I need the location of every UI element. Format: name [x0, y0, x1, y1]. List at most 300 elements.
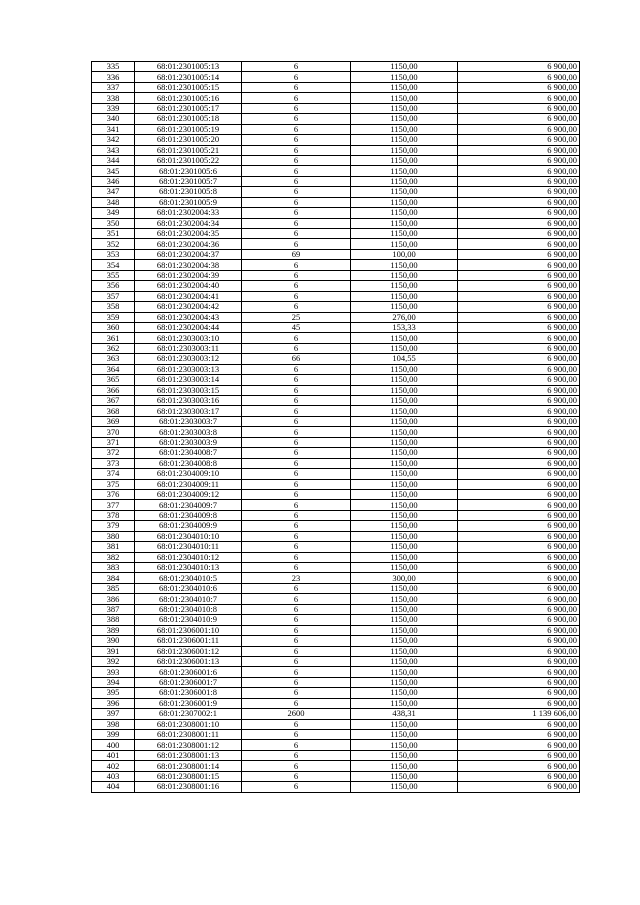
unit-value-cell: 276,00 [351, 312, 458, 322]
total-value-cell: 6 900,00 [458, 396, 580, 406]
cadastral-number-cell: 68:01:2303003:9 [135, 437, 242, 447]
total-value-cell: 6 900,00 [458, 479, 580, 489]
unit-value-cell: 1150,00 [351, 531, 458, 541]
quantity-cell: 6 [242, 531, 351, 541]
cadastral-number-cell: 68:01:2308001:12 [135, 740, 242, 750]
total-value-cell: 6 900,00 [458, 667, 580, 677]
land-parcel-table [91, 61, 580, 793]
cadastral-number-cell: 68:01:2301005:17 [135, 103, 242, 113]
table-row [92, 646, 580, 656]
table-row [92, 730, 580, 740]
quantity-cell: 25 [242, 312, 351, 322]
table-row [92, 458, 580, 468]
table-row [92, 437, 580, 447]
total-value-cell: 6 900,00 [458, 406, 580, 416]
unit-value-cell: 1150,00 [351, 135, 458, 145]
unit-value-cell: 1150,00 [351, 82, 458, 92]
cadastral-number-cell: 68:01:2301005:19 [135, 124, 242, 134]
total-value-cell: 6 900,00 [458, 489, 580, 499]
table-row [92, 302, 580, 312]
cadastral-number-cell: 68:01:2301005:13 [135, 62, 242, 72]
quantity-cell: 6 [242, 166, 351, 176]
cadastral-number-cell: 68:01:2301005:16 [135, 93, 242, 103]
row-number-cell: 337 [92, 82, 135, 92]
total-value-cell: 6 900,00 [458, 521, 580, 531]
unit-value-cell: 1150,00 [351, 155, 458, 165]
table-row [92, 594, 580, 604]
cadastral-number-cell: 68:01:2304008:8 [135, 458, 242, 468]
quantity-cell: 6 [242, 385, 351, 395]
quantity-cell: 6 [242, 406, 351, 416]
row-number-cell: 359 [92, 312, 135, 322]
row-number-cell: 403 [92, 771, 135, 781]
row-number-cell: 398 [92, 719, 135, 729]
quantity-cell: 6 [242, 375, 351, 385]
table-row [92, 469, 580, 479]
row-number-cell: 385 [92, 583, 135, 593]
quantity-cell: 6 [242, 479, 351, 489]
unit-value-cell: 1150,00 [351, 448, 458, 458]
quantity-cell: 6 [242, 552, 351, 562]
unit-value-cell: 1150,00 [351, 176, 458, 186]
table-row [92, 364, 580, 374]
row-number-cell: 378 [92, 510, 135, 520]
table-row [92, 761, 580, 771]
quantity-cell: 6 [242, 636, 351, 646]
unit-value-cell: 1150,00 [351, 761, 458, 771]
row-number-cell: 404 [92, 782, 135, 792]
table-row [92, 583, 580, 593]
total-value-cell: 6 900,00 [458, 291, 580, 301]
table-row [92, 750, 580, 760]
cadastral-number-cell: 68:01:2304010:6 [135, 583, 242, 593]
total-value-cell: 6 900,00 [458, 302, 580, 312]
unit-value-cell: 1150,00 [351, 427, 458, 437]
total-value-cell: 6 900,00 [458, 166, 580, 176]
quantity-cell: 6 [242, 229, 351, 239]
cadastral-number-cell: 68:01:2304008:7 [135, 448, 242, 458]
row-number-cell: 365 [92, 375, 135, 385]
table-row [92, 281, 580, 291]
row-number-cell: 364 [92, 364, 135, 374]
total-value-cell: 6 900,00 [458, 364, 580, 374]
quantity-cell: 2600 [242, 709, 351, 719]
row-number-cell: 400 [92, 740, 135, 750]
cadastral-number-cell: 68:01:2306001:7 [135, 677, 242, 687]
row-number-cell: 371 [92, 437, 135, 447]
quantity-cell: 6 [242, 114, 351, 124]
table-row [92, 62, 580, 72]
quantity-cell: 6 [242, 667, 351, 677]
cadastral-number-cell: 68:01:2303003:14 [135, 375, 242, 385]
total-value-cell: 6 900,00 [458, 646, 580, 656]
table-row [92, 375, 580, 385]
total-value-cell: 6 900,00 [458, 312, 580, 322]
total-value-cell: 6 900,00 [458, 208, 580, 218]
unit-value-cell: 1150,00 [351, 114, 458, 124]
total-value-cell: 6 900,00 [458, 333, 580, 343]
quantity-cell: 6 [242, 208, 351, 218]
row-number-cell: 392 [92, 656, 135, 666]
row-number-cell: 384 [92, 573, 135, 583]
table-row [92, 229, 580, 239]
unit-value-cell: 1150,00 [351, 489, 458, 499]
total-value-cell: 6 900,00 [458, 239, 580, 249]
quantity-cell: 6 [242, 396, 351, 406]
cadastral-number-cell: 68:01:2303003:7 [135, 416, 242, 426]
quantity-cell: 6 [242, 510, 351, 520]
row-number-cell: 374 [92, 469, 135, 479]
cadastral-number-cell: 68:01:2303003:10 [135, 333, 242, 343]
row-number-cell: 376 [92, 489, 135, 499]
cadastral-number-cell: 68:01:2302004:33 [135, 208, 242, 218]
unit-value-cell: 1150,00 [351, 62, 458, 72]
total-value-cell: 6 900,00 [458, 62, 580, 72]
row-number-cell: 396 [92, 698, 135, 708]
row-number-cell: 351 [92, 229, 135, 239]
table-row [92, 604, 580, 614]
row-number-cell: 368 [92, 406, 135, 416]
unit-value-cell: 1150,00 [351, 740, 458, 750]
unit-value-cell: 1150,00 [351, 93, 458, 103]
cadastral-number-cell: 68:01:2302004:40 [135, 281, 242, 291]
cadastral-number-cell: 68:01:2302004:34 [135, 218, 242, 228]
quantity-cell: 6 [242, 218, 351, 228]
quantity-cell: 6 [242, 416, 351, 426]
unit-value-cell: 1150,00 [351, 500, 458, 510]
total-value-cell: 6 900,00 [458, 656, 580, 666]
total-value-cell: 1 139 606,00 [458, 709, 580, 719]
table-row [92, 709, 580, 719]
cadastral-number-cell: 68:01:2303003:11 [135, 343, 242, 353]
row-number-cell: 381 [92, 542, 135, 552]
table-row [92, 740, 580, 750]
unit-value-cell: 1150,00 [351, 771, 458, 781]
row-number-cell: 377 [92, 500, 135, 510]
total-value-cell: 6 900,00 [458, 594, 580, 604]
unit-value-cell: 438,31 [351, 709, 458, 719]
quantity-cell: 6 [242, 281, 351, 291]
unit-value-cell: 1150,00 [351, 730, 458, 740]
table-row [92, 197, 580, 207]
quantity-cell: 6 [242, 563, 351, 573]
table-row [92, 510, 580, 520]
unit-value-cell: 1150,00 [351, 145, 458, 155]
row-number-cell: 335 [92, 62, 135, 72]
cadastral-number-cell: 68:01:2302004:35 [135, 229, 242, 239]
cadastral-number-cell: 68:01:2301005:9 [135, 197, 242, 207]
unit-value-cell: 1150,00 [351, 437, 458, 447]
quantity-cell: 6 [242, 239, 351, 249]
row-number-cell: 397 [92, 709, 135, 719]
row-number-cell: 362 [92, 343, 135, 353]
unit-value-cell: 1150,00 [351, 719, 458, 729]
unit-value-cell: 300,00 [351, 573, 458, 583]
row-number-cell: 370 [92, 427, 135, 437]
unit-value-cell: 1150,00 [351, 302, 458, 312]
table-row [92, 416, 580, 426]
table-row [92, 145, 580, 155]
table-row [92, 103, 580, 113]
row-number-cell: 348 [92, 197, 135, 207]
cadastral-number-cell: 68:01:2302004:44 [135, 322, 242, 332]
row-number-cell: 394 [92, 677, 135, 687]
row-number-cell: 386 [92, 594, 135, 604]
unit-value-cell: 1150,00 [351, 218, 458, 228]
cadastral-number-cell: 68:01:2304009:10 [135, 469, 242, 479]
table-row [92, 698, 580, 708]
total-value-cell: 6 900,00 [458, 354, 580, 364]
cadastral-number-cell: 68:01:2306001:13 [135, 656, 242, 666]
cadastral-number-cell: 68:01:2304009:9 [135, 521, 242, 531]
table-row [92, 135, 580, 145]
table-row [92, 521, 580, 531]
total-value-cell: 6 900,00 [458, 719, 580, 729]
unit-value-cell: 1150,00 [351, 604, 458, 614]
total-value-cell: 6 900,00 [458, 625, 580, 635]
cadastral-number-cell: 68:01:2303003:17 [135, 406, 242, 416]
unit-value-cell: 1150,00 [351, 479, 458, 489]
quantity-cell: 6 [242, 542, 351, 552]
row-number-cell: 393 [92, 667, 135, 677]
cadastral-number-cell: 68:01:2306001:11 [135, 636, 242, 646]
cadastral-number-cell: 68:01:2302004:39 [135, 270, 242, 280]
cadastral-number-cell: 68:01:2303003:13 [135, 364, 242, 374]
row-number-cell: 353 [92, 249, 135, 259]
total-value-cell: 6 900,00 [458, 385, 580, 395]
table-row [92, 542, 580, 552]
table-row [92, 500, 580, 510]
total-value-cell: 6 900,00 [458, 698, 580, 708]
total-value-cell: 6 900,00 [458, 448, 580, 458]
cadastral-number-cell: 68:01:2302004:38 [135, 260, 242, 270]
unit-value-cell: 1150,00 [351, 615, 458, 625]
total-value-cell: 6 900,00 [458, 573, 580, 583]
total-value-cell: 6 900,00 [458, 270, 580, 280]
unit-value-cell: 1150,00 [351, 166, 458, 176]
total-value-cell: 6 900,00 [458, 124, 580, 134]
row-number-cell: 373 [92, 458, 135, 468]
row-number-cell: 390 [92, 636, 135, 646]
table-row [92, 625, 580, 635]
row-number-cell: 387 [92, 604, 135, 614]
quantity-cell: 6 [242, 719, 351, 729]
unit-value-cell: 1150,00 [351, 260, 458, 270]
unit-value-cell: 1150,00 [351, 698, 458, 708]
total-value-cell: 6 900,00 [458, 542, 580, 552]
table-row [92, 82, 580, 92]
unit-value-cell: 1150,00 [351, 469, 458, 479]
cadastral-number-cell: 68:01:2307002:1 [135, 709, 242, 719]
quantity-cell: 6 [242, 197, 351, 207]
cadastral-number-cell: 68:01:2304010:13 [135, 563, 242, 573]
quantity-cell: 6 [242, 187, 351, 197]
row-number-cell: 388 [92, 615, 135, 625]
table-row [92, 688, 580, 698]
table-row [92, 354, 580, 364]
quantity-cell: 6 [242, 260, 351, 270]
unit-value-cell: 1150,00 [351, 270, 458, 280]
quantity-cell: 6 [242, 740, 351, 750]
row-number-cell: 355 [92, 270, 135, 280]
cadastral-number-cell: 68:01:2301005:6 [135, 166, 242, 176]
unit-value-cell: 1150,00 [351, 343, 458, 353]
total-value-cell: 6 900,00 [458, 187, 580, 197]
cadastral-number-cell: 68:01:2304010:7 [135, 594, 242, 604]
row-number-cell: 399 [92, 730, 135, 740]
table-row [92, 406, 580, 416]
cadastral-number-cell: 68:01:2308001:14 [135, 761, 242, 771]
cadastral-number-cell: 68:01:2301005:22 [135, 155, 242, 165]
cadastral-number-cell: 68:01:2302004:36 [135, 239, 242, 249]
total-value-cell: 6 900,00 [458, 322, 580, 332]
row-number-cell: 402 [92, 761, 135, 771]
table-row [92, 771, 580, 781]
cadastral-number-cell: 68:01:2308001:15 [135, 771, 242, 781]
row-number-cell: 366 [92, 385, 135, 395]
total-value-cell: 6 900,00 [458, 437, 580, 447]
quantity-cell: 6 [242, 677, 351, 687]
row-number-cell: 357 [92, 291, 135, 301]
table-row [92, 72, 580, 82]
total-value-cell: 6 900,00 [458, 427, 580, 437]
row-number-cell: 369 [92, 416, 135, 426]
unit-value-cell: 1150,00 [351, 656, 458, 666]
quantity-cell: 6 [242, 270, 351, 280]
total-value-cell: 6 900,00 [458, 688, 580, 698]
quantity-cell: 6 [242, 364, 351, 374]
quantity-cell: 6 [242, 730, 351, 740]
total-value-cell: 6 900,00 [458, 458, 580, 468]
total-value-cell: 6 900,00 [458, 730, 580, 740]
unit-value-cell: 1150,00 [351, 208, 458, 218]
unit-value-cell: 1150,00 [351, 239, 458, 249]
table-row [92, 782, 580, 792]
total-value-cell: 6 900,00 [458, 771, 580, 781]
table-row [92, 656, 580, 666]
row-number-cell: 344 [92, 155, 135, 165]
table-row [92, 343, 580, 353]
cadastral-number-cell: 68:01:2308001:11 [135, 730, 242, 740]
quantity-cell: 6 [242, 489, 351, 499]
table-row [92, 260, 580, 270]
unit-value-cell: 1150,00 [351, 625, 458, 635]
total-value-cell: 6 900,00 [458, 677, 580, 687]
unit-value-cell: 1150,00 [351, 103, 458, 113]
total-value-cell: 6 900,00 [458, 416, 580, 426]
cadastral-number-cell: 68:01:2303003:15 [135, 385, 242, 395]
unit-value-cell: 1150,00 [351, 416, 458, 426]
table-row [92, 218, 580, 228]
row-number-cell: 349 [92, 208, 135, 218]
total-value-cell: 6 900,00 [458, 197, 580, 207]
quantity-cell: 6 [242, 761, 351, 771]
unit-value-cell: 1150,00 [351, 396, 458, 406]
unit-value-cell: 1150,00 [351, 782, 458, 792]
quantity-cell: 6 [242, 333, 351, 343]
unit-value-cell: 1150,00 [351, 667, 458, 677]
quantity-cell: 6 [242, 646, 351, 656]
row-number-cell: 336 [92, 72, 135, 82]
quantity-cell: 6 [242, 155, 351, 165]
cadastral-number-cell: 68:01:2301005:20 [135, 135, 242, 145]
table-row [92, 563, 580, 573]
table-row [92, 531, 580, 541]
cadastral-number-cell: 68:01:2302004:43 [135, 312, 242, 322]
total-value-cell: 6 900,00 [458, 740, 580, 750]
cadastral-number-cell: 68:01:2306001:8 [135, 688, 242, 698]
unit-value-cell: 1150,00 [351, 333, 458, 343]
quantity-cell: 6 [242, 145, 351, 155]
unit-value-cell: 1150,00 [351, 677, 458, 687]
unit-value-cell: 1150,00 [351, 197, 458, 207]
cadastral-number-cell: 68:01:2308001:16 [135, 782, 242, 792]
quantity-cell: 6 [242, 437, 351, 447]
quantity-cell: 6 [242, 771, 351, 781]
table-body [92, 62, 580, 793]
table-row [92, 385, 580, 395]
unit-value-cell: 104,55 [351, 354, 458, 364]
row-number-cell: 375 [92, 479, 135, 489]
table-row [92, 636, 580, 646]
total-value-cell: 6 900,00 [458, 761, 580, 771]
table-row [92, 208, 580, 218]
unit-value-cell: 1150,00 [351, 458, 458, 468]
total-value-cell: 6 900,00 [458, 563, 580, 573]
quantity-cell: 6 [242, 625, 351, 635]
cadastral-number-cell: 68:01:2303003:8 [135, 427, 242, 437]
quantity-cell: 69 [242, 249, 351, 259]
table-row [92, 677, 580, 687]
quantity-cell: 66 [242, 354, 351, 364]
table-row [92, 427, 580, 437]
unit-value-cell: 153,33 [351, 322, 458, 332]
table-row [92, 291, 580, 301]
total-value-cell: 6 900,00 [458, 552, 580, 562]
total-value-cell: 6 900,00 [458, 604, 580, 614]
quantity-cell: 6 [242, 302, 351, 312]
total-value-cell: 6 900,00 [458, 176, 580, 186]
total-value-cell: 6 900,00 [458, 375, 580, 385]
row-number-cell: 401 [92, 750, 135, 760]
cadastral-number-cell: 68:01:2301005:21 [135, 145, 242, 155]
unit-value-cell: 1150,00 [351, 229, 458, 239]
quantity-cell: 6 [242, 521, 351, 531]
row-number-cell: 361 [92, 333, 135, 343]
quantity-cell: 6 [242, 72, 351, 82]
quantity-cell: 6 [242, 103, 351, 113]
table-row [92, 187, 580, 197]
cadastral-number-cell: 68:01:2301005:8 [135, 187, 242, 197]
row-number-cell: 341 [92, 124, 135, 134]
unit-value-cell: 1150,00 [351, 594, 458, 604]
cadastral-number-cell: 68:01:2304010:5 [135, 573, 242, 583]
total-value-cell: 6 900,00 [458, 500, 580, 510]
table-row [92, 615, 580, 625]
cadastral-number-cell: 68:01:2301005:7 [135, 176, 242, 186]
row-number-cell: 346 [92, 176, 135, 186]
row-number-cell: 389 [92, 625, 135, 635]
row-number-cell: 382 [92, 552, 135, 562]
row-number-cell: 363 [92, 354, 135, 364]
row-number-cell: 343 [92, 145, 135, 155]
table-row [92, 155, 580, 165]
unit-value-cell: 1150,00 [351, 688, 458, 698]
row-number-cell: 342 [92, 135, 135, 145]
quantity-cell: 6 [242, 458, 351, 468]
cadastral-number-cell: 68:01:2302004:42 [135, 302, 242, 312]
unit-value-cell: 1150,00 [351, 583, 458, 593]
